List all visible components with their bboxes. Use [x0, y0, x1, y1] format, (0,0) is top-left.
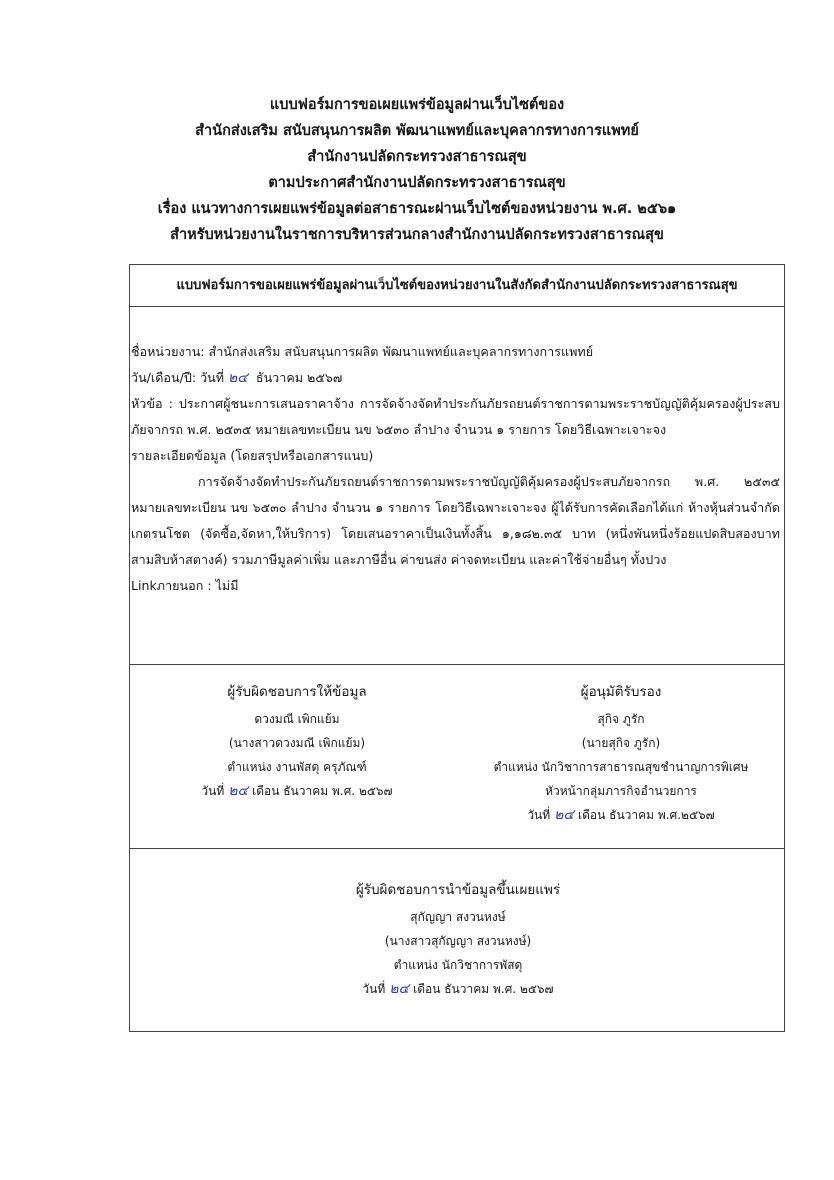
- header-line: สำหรับหน่วยงานในราชการบริหารส่วนกลางสำนักงานปลัดกระทรวงสาธารณสุข: [170, 227, 664, 243]
- form-details: [130, 307, 784, 665]
- responsible-position: ตำแหน่ง งานพัสดุ ครุภัณฑ์: [227, 760, 367, 774]
- approver-position: ตำแหน่ง นักวิชาการสาธารณสุขชำนาญการพิเศษ: [493, 760, 749, 774]
- header-line: สำนักส่งเสริม สนับสนุนการผลิต พัฒนาแพทย์และบุคลากรทางการแพทย์: [195, 123, 639, 139]
- date-prefix: วันที่: [362, 982, 386, 996]
- detail-text: การจัดจ้างจัดทำประกันภัยรถยนต์ราชการตามพระราชบัญญัติคุ้มครองผู้ประสบภัยจากรถ พ.ศ. ๒๕๓๕ หมายเลขทะเบียน นข ๖๕๓๐ ลำปาง จำนวน ๑ รายการ โดยวิธีเฉพาะเจาะจง ผู้ได้รับการคัดเลือกได้แก่ ห้างหุ้นส่วนจำกัด เกตรนโชต (จัดซื้อ,จัดหา,ให้บริการ) โดยเสนอราคาเป็นเงินทั้งสิ้น ๑,๑๘๒.๓๕ บาท (หนึ่งพันหนึ่งร้อยแปดสิบสองบาทสามสิบห้าสตางค์) รวมภาษีมูลค่าเพิ่ม และภาษีอื่น ค่าขนส่ง ค่าจดทะเบียน และค่าใช้จ่ายอื่นๆ ทั้งปวง: [131, 474, 780, 567]
- header-line: สำนักงานปลัดกระทรวงสาธารณสุข: [307, 149, 527, 165]
- responsible-name: (นางสาวดวงมณี เพิกแย้ม): [228, 736, 366, 750]
- date-label: วัน/เดือน/ปี: วันที่: [131, 370, 225, 385]
- publisher-section: [130, 849, 784, 1031]
- agency-line: ชื่อหน่วยงาน: สำนักส่งเสริม สนับสนุนการผลิต พัฒนาแพทย์และบุคลากรทางการแพทย์: [131, 344, 594, 359]
- publisher-signature-block: [308, 875, 608, 1001]
- date-month-year: เดือน ธันวาคม พ.ศ.๒๕๖๗: [578, 808, 715, 822]
- request-form: [129, 264, 785, 1032]
- publisher-heading: ผู้รับผิดชอบการนำข้อมูลขึ้นเผยแพร่: [355, 882, 561, 898]
- handwritten-day: ๒๔: [228, 370, 248, 386]
- header-line: ตามประกาศสำนักงานปลัดกระทรวงสาธารณสุข: [268, 175, 566, 191]
- form-title: แบบฟอร์มการขอเผยแพร่ข้อมูลผ่านเว็บไซต์ของหน่วยงานในสังกัดสำนักงานปลัดกระทรวงสาธารณสุข: [130, 265, 784, 307]
- handwritten-day: ๒๔: [554, 807, 574, 823]
- responsible-signature: ดวงมณี เพิกแย้ม: [254, 712, 340, 726]
- date-line: [131, 365, 780, 391]
- approver-name: (นายสุกิจ ภูรัก): [581, 736, 661, 750]
- approver-position-2: หัวหน้ากลุ่มภารกิจอำนวยการ: [545, 784, 697, 798]
- signature-section: [130, 665, 784, 849]
- approver-heading: ผู้อนุมัติรับรอง: [580, 684, 662, 700]
- approver-date: [476, 803, 766, 827]
- publisher-position: ตำแหน่ง นักวิชาการพัสดุ: [393, 958, 523, 972]
- date-month-year: ธันวาคม ๒๕๖๗: [255, 370, 343, 385]
- date-prefix: วันที่: [527, 808, 551, 822]
- document-header: [0, 92, 834, 248]
- handwritten-day: ๒๔: [228, 783, 249, 799]
- header-line: แบบฟอร์มการขอเผยแพร่ข้อมูลผ่านเว็บไซต์ของ: [269, 97, 565, 113]
- date-month-year: เดือน ธันวาคม พ.ศ. ๒๕๖๗: [252, 784, 393, 798]
- date-prefix: วันที่: [201, 784, 225, 798]
- publisher-date: [308, 977, 608, 1001]
- header-line: เรื่อง แนวทางการเผยแพร่ข้อมูลต่อสาธารณะผ่านเว็บไซต์ของหน่วยงาน พ.ศ. ๒๕๖๑: [157, 201, 677, 217]
- responsible-signature-block: [197, 677, 397, 803]
- responsible-date: [197, 779, 397, 803]
- approver-signature-block: [476, 677, 766, 827]
- approver-signature: สุกิจ ภูรัก: [597, 712, 645, 726]
- handwritten-day: ๒๔: [389, 981, 410, 997]
- date-month-year: เดือน ธันวาคม พ.ศ. ๒๕๖๗: [413, 982, 554, 996]
- publisher-signature: สุกัญญา สงวนหงษ์: [410, 910, 506, 924]
- responsible-heading: ผู้รับผิดชอบการให้ข้อมูล: [227, 684, 367, 700]
- publisher-name: (นางสาวสุกัญญา สงวนหงษ์): [384, 934, 532, 948]
- subject-text: หัวข้อ : ประกาศผู้ชนะการเสนอราคาจ้าง การจัดจ้างจัดทำประกันภัยรถยนต์ราชการตามพระราชบัญญัติคุ้มครองผู้ประสบภัยจากรถ พ.ศ. ๒๕๓๕ หมายเลขทะเบียน นข ๖๕๓๐ ลำปาง จำนวน ๑ รายการ โดยวิธีเฉพาะเจาะจง: [131, 396, 780, 437]
- external-link-line: Linkภายนอก : ไม่มี: [131, 578, 239, 593]
- detail-label: รายละเอียดข้อมูล (โดยสรุปหรือเอกสารแนบ): [131, 448, 374, 463]
